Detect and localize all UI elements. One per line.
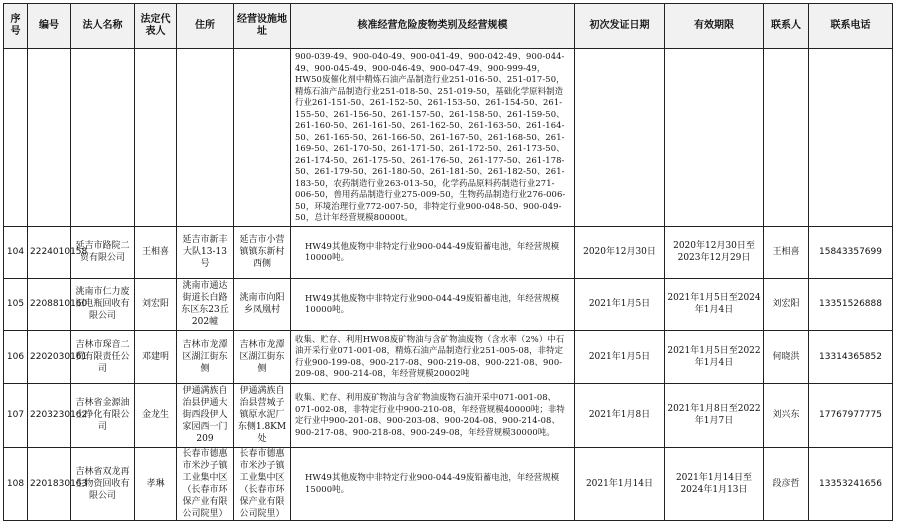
cell-name — [71, 49, 135, 227]
cell-valid: 2021年1月5日至2022年1月4日 — [665, 330, 764, 383]
cell-code: 2202030161 — [28, 330, 71, 383]
table-row — [4, 49, 893, 227]
header-name: 法人名称 — [71, 4, 135, 49]
cell-phone: 13353241656 — [809, 447, 893, 520]
cell-code: 2224010158 — [28, 226, 71, 278]
table-wrapper — [3, 3, 893, 521]
cell-seq — [4, 49, 28, 227]
cell-facility: 吉林市龙潭区湖江街东侧 — [234, 330, 291, 383]
header-phone: 联系电话 — [809, 4, 893, 49]
header-contact: 联系人 — [764, 4, 809, 49]
cell-rep: 邓建明 — [135, 330, 177, 383]
cell-addr: 长春市德惠市米沙子镇工业集中区（长春市环保产业有限公司院里） — [177, 447, 234, 520]
cell-facility: 长春市德惠市米沙子镇工业集中区（长春市环保产业有限公司院里） — [234, 447, 291, 520]
header-seq: 序号 — [4, 4, 28, 49]
header-code: 编号 — [28, 4, 71, 49]
header-addr: 住所 — [177, 4, 234, 49]
cell-seq: 108 — [4, 447, 28, 520]
cell-first-date: 2021年1月5日 — [575, 278, 665, 330]
table-row — [4, 447, 893, 520]
cell-addr: 洮南市通达街道长白路东区东23丘202幢 — [177, 278, 234, 330]
header-scope: 核准经营危险废物类别及经营规模 — [291, 4, 575, 49]
cell-valid: 2021年1月5日至2024年1月4日 — [665, 278, 764, 330]
cell-phone: 13351526888 — [809, 278, 893, 330]
cell-contact — [764, 49, 809, 227]
cell-scope: 收集、贮存、利用HW08废矿物油与含矿物油废物（含水率（2%）中石油开采行业071-001-08，精炼石油产品制造行业251-005-08，非特定行业900-199-08、900-217-08、900-219-08、900-221-08、900-209-08、900-214-08，年经营规模20002吨 — [291, 330, 575, 383]
cell-addr: 吉林市龙潭区湖江街东侧 — [177, 330, 234, 383]
cell-name: 延吉市路院二贸有限公司 — [71, 226, 135, 278]
cell-seq: 107 — [4, 383, 28, 447]
cell-phone — [809, 49, 893, 227]
header-row — [4, 4, 893, 49]
cell-code: 2201830163 — [28, 447, 71, 520]
cell-scope: HW49其他废物中非特定行业900-044-49废铅蓄电池，年经营规模10000吨。 — [291, 278, 575, 330]
cell-rep: 刘宏阳 — [135, 278, 177, 330]
cell-valid — [665, 49, 764, 227]
cell-seq: 104 — [4, 226, 28, 278]
license-table — [3, 3, 893, 521]
cell-phone: 13314365852 — [809, 330, 893, 383]
cell-code: 2203230162 — [28, 383, 71, 447]
table-row — [4, 383, 893, 447]
cell-addr: 延吉市新丰大队13-13号 — [177, 226, 234, 278]
table-row — [4, 226, 893, 278]
cell-scope: 900-039-49、900-040-49、900-041-49、900-042-49、900-044-49、900-045-49、900-046-49、900-047-49、900-999-49，HW50废催化剂中精炼石油产品制造行业251-016-50、251-017-50，精炼石油产品制造行业251-018-50、251-019-50，基础化学原料制造行业261-151-50、261-152-50、261-153-50、261-154-50、261-155-50、261-156-50、261-157-50、261-158-50、261-159-50、261-160-50、261-161-50、261-162-50、261-163-50、261-164-50、261-165-50、261-166-50、261-167-50、261-168-50、261-169-50、261-170-50、261-171-50、261-172-50、261-173-50、261-174-50、261-175-50、261-176-50、261-177-50、261-178-50、261-179-50、261-180-50、261-181-50、261-182-50、261-183-50，农药制造行业263-013-50，化学药品原料药制造行业271-006-50，兽用药品制造行业275-009-50，生物药品制造行业276-006-50，环境治理行业772-007-50，非特定行业900-048-50、900-049-50，总计年经营规模80000t。 — [291, 49, 575, 227]
cell-valid: 2021年1月14日至2024年1月13日 — [665, 447, 764, 520]
cell-first-date: 2020年12月30日 — [575, 226, 665, 278]
cell-rep: 王相喜 — [135, 226, 177, 278]
cell-rep: 孝琳 — [135, 447, 177, 520]
cell-first-date — [575, 49, 665, 227]
cell-name: 吉林省金源油土净化有限公司 — [71, 383, 135, 447]
cell-phone: 17767977775 — [809, 383, 893, 447]
cell-name: 吉林市琛音二贸有限责任公司 — [71, 330, 135, 383]
cell-contact: 刘宏阳 — [764, 278, 809, 330]
cell-facility: 延吉市小营镇镇东新村西侧 — [234, 226, 291, 278]
cell-contact: 何晓洪 — [764, 330, 809, 383]
cell-seq: 105 — [4, 278, 28, 330]
header-facility: 经营设施地址 — [234, 4, 291, 49]
cell-seq: 106 — [4, 330, 28, 383]
cell-rep: 金龙生 — [135, 383, 177, 447]
cell-name: 吉林省双龙再生物资回收有限公司 — [71, 447, 135, 520]
cell-scope: HW49其他废物中非特定行业900-044-49废铅蓄电池，年经营规模15000吨。 — [291, 447, 575, 520]
header-rep: 法定代表人 — [135, 4, 177, 49]
cell-scope: HW49其他废物中非特定行业900-044-49废铅蓄电池，年经营规模10000吨。 — [291, 226, 575, 278]
cell-scope: 收集、贮存、利用废矿物油与含矿物油废物石油开采中071-001-08、071-002-08，非特定行业中900-210-08，年经营规模40000吨；非特定行业中900-201-08、900-203-08、900-204-08、900-214-08、900-217-08、900-218-08、900-249-08，年经营规模30000吨。 — [291, 383, 575, 447]
cell-code — [28, 49, 71, 227]
cell-valid: 2021年1月8日至2022年1月7日 — [665, 383, 764, 447]
cell-first-date: 2021年1月5日 — [575, 330, 665, 383]
header-valid: 有效期限 — [665, 4, 764, 49]
cell-contact: 段彦哲 — [764, 447, 809, 520]
cell-addr — [177, 49, 234, 227]
cell-name: 洮南市仁力废旧电瓶回收有限公司 — [71, 278, 135, 330]
cell-phone: 15843357699 — [809, 226, 893, 278]
cell-addr: 伊通满族自治县伊通大街西段伊人家园西一门209 — [177, 383, 234, 447]
table-row — [4, 278, 893, 330]
cell-facility — [234, 49, 291, 227]
cell-first-date: 2021年1月14日 — [575, 447, 665, 520]
cell-rep — [135, 49, 177, 227]
cell-facility: 洮南市向阳乡凤凰村 — [234, 278, 291, 330]
cell-code: 2208810160 — [28, 278, 71, 330]
cell-valid: 2020年12月30日至2023年12月29日 — [665, 226, 764, 278]
cell-first-date: 2021年1月8日 — [575, 383, 665, 447]
cell-facility: 伊通满族自治县营城子镇原水泥厂东侧1.8KM处 — [234, 383, 291, 447]
table-row — [4, 330, 893, 383]
cell-contact: 刘兴东 — [764, 383, 809, 447]
cell-contact: 王相喜 — [764, 226, 809, 278]
header-first-date: 初次发证日期 — [575, 4, 665, 49]
